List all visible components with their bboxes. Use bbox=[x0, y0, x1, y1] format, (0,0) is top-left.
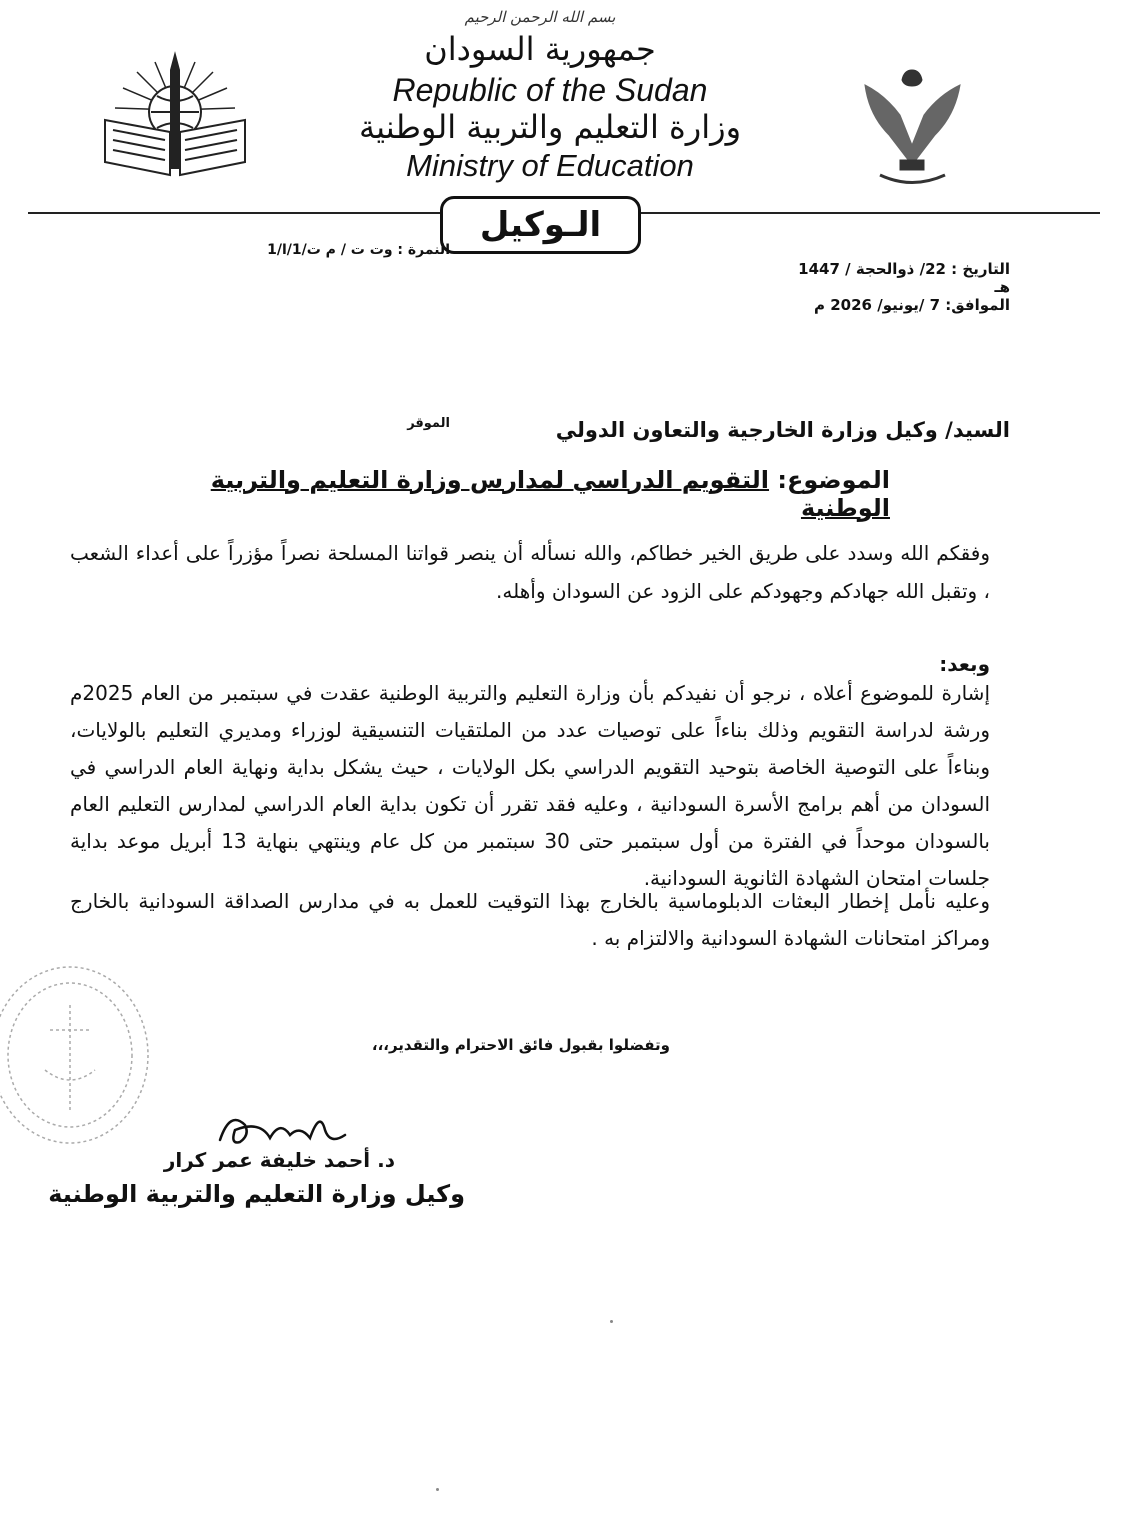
addressee-honorific: الموقر bbox=[407, 416, 450, 431]
signatory-title: وكيل وزارة التعليم والتربية الوطنية bbox=[48, 1180, 465, 1208]
office-label: الـوكيل bbox=[440, 196, 641, 254]
basmala: بسم الله الرحمن الرحيم bbox=[464, 8, 616, 26]
main-paragraph: إشارة للموضوع أعلاه ، نرجو أن نفيدكم بأن وزارة التعليم والتربية الوطنية عقدت في سبتمبر من العام 2025م ورشة لدراسة التقويم وذلك بناءاً على توصيات عدد من الملتقيات التنسيقية لوزراء ومديري التعليم بالولايات، وبناءاً على التوصية الخاصة بتوحيد التقويم الدراسي بكل الولايات ، حيث يشكل بداية ونهاية العام الدراسي في السودان من أهم برامج الأسرة السودانية ، وعليه فقد تقرر أن تكون بداية العام الدراسي لمدارس التعليم العام بالسودان موحداً في الفترة من أول سبتمبر حتى 30 سبتمبر من كل عام وينتهي بنهاية 13 أبريل موعد بداية جلسات امتحان الشهادة الثانوية السودانية. bbox=[70, 681, 990, 890]
sudan-emblem bbox=[845, 55, 980, 195]
subject-line bbox=[210, 466, 890, 522]
republic-title-english: Republic of the Sudan bbox=[392, 72, 708, 108]
ministry-title-english: Ministry of Education bbox=[406, 148, 694, 183]
closing-line: وتفضلوا بقبول فائق الاحترام والتقدير،،، bbox=[371, 1036, 670, 1054]
date-gregorian: الموافق: 7 /يونيو/ 2026 م bbox=[814, 296, 1010, 314]
reference-number: النمرة : وت ت / م ت/1/ا/1 bbox=[267, 242, 450, 258]
subject-title: التقويم الدراسي لمدارس وزارة التعليم والتربية الوطنية bbox=[210, 466, 890, 522]
scan-speck bbox=[436, 1488, 439, 1491]
subject-label: الموضوع: bbox=[777, 466, 890, 494]
scan-speck bbox=[610, 1320, 613, 1323]
ministry-title-arabic: وزارة التعليم والتربية الوطنية bbox=[358, 108, 742, 146]
date-hijri: التاريخ : 22/ ذوالحجة / 1447 هـ bbox=[798, 260, 1010, 296]
greeting-paragraph: وفقكم الله وسدد على طريق الخير خطاكم، والله نسأله أن ينصر قواتنا المسلحة نصراً مؤزراً على أعداء الشعب ، وتقبل الله جهادكم وجهودكم على الزود عن السودان وأهله. bbox=[70, 541, 990, 603]
addressee: السيد/ وكيل وزارة الخارجية والتعاون الدولي bbox=[555, 418, 1010, 442]
republic-title-arabic: جمهورية السودان bbox=[424, 30, 656, 68]
request-paragraph: وعليه نأمل إخطار البعثات الدبلوماسية بالخارج بهذا التوقيت للعمل به في مدارس الصداقة السودانية بالخارج ومراكز امتحانات الشهادة السودانية والالتزام به . bbox=[70, 889, 990, 950]
official-stamp bbox=[0, 960, 170, 1160]
signatory-name: د. أحمد خليفة عمر كرار bbox=[163, 1148, 395, 1172]
wabaad-heading: وبعد: bbox=[939, 652, 990, 676]
ministry-logo bbox=[95, 50, 255, 180]
